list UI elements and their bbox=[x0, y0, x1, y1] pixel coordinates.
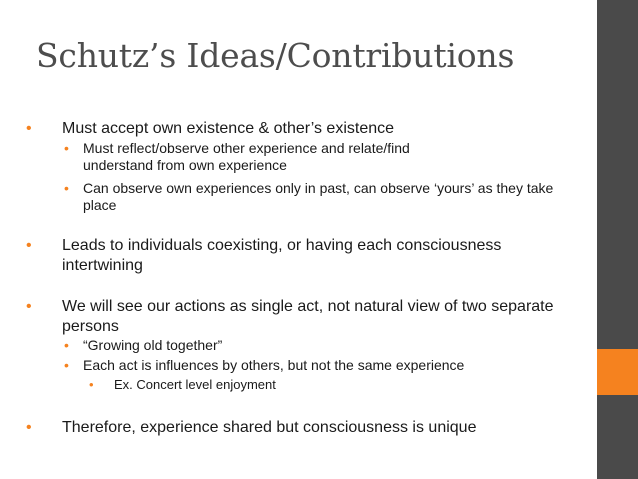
bullet-marker-icon: • bbox=[26, 237, 32, 254]
side-bar-decoration bbox=[597, 0, 638, 479]
slide-title: Schutz’s Ideas/Contributions bbox=[36, 36, 515, 75]
bullet-marker-icon: • bbox=[26, 419, 32, 436]
bullet-level2 bbox=[64, 357, 564, 374]
bullet-text: Must reflect/observe other experience and relate/find understand from own experience bbox=[83, 140, 410, 173]
bullet-marker-icon: • bbox=[64, 180, 69, 196]
bullet-marker-icon: • bbox=[26, 120, 32, 137]
side-accent-block bbox=[597, 349, 638, 395]
bullet-marker-icon: • bbox=[64, 337, 69, 353]
bullet-marker-icon: • bbox=[64, 357, 69, 373]
bullet-level2 bbox=[64, 337, 564, 354]
bullet-text: “Growing old together” bbox=[83, 337, 223, 353]
bullet-level1 bbox=[26, 119, 566, 139]
bullet-text: Ex. Concert level enjoyment bbox=[114, 377, 276, 392]
bullet-text: Can observe own experiences only in past, can observe ‘yours’ as they take place bbox=[83, 180, 554, 213]
bullet-level2 bbox=[64, 140, 480, 174]
bullet-text: Each act is influences by others, but not the same experience bbox=[83, 357, 465, 373]
bullet-marker-icon: • bbox=[89, 377, 94, 392]
bullet-marker-icon: • bbox=[64, 140, 69, 156]
bullet-level1 bbox=[26, 236, 566, 276]
bullet-level3 bbox=[89, 377, 549, 393]
bullet-text: Must accept own existence & other’s existence bbox=[62, 120, 395, 137]
bullet-text: Leads to individuals coexisting, or having each consciousness intertwining bbox=[62, 237, 502, 274]
bullet-level2 bbox=[64, 180, 564, 214]
bullet-text: Therefore, experience shared but consciousness is unique bbox=[62, 419, 477, 436]
bullet-level1 bbox=[26, 418, 566, 438]
bullet-level1 bbox=[26, 297, 566, 337]
bullet-text: We will see our actions as single act, not natural view of two separate persons bbox=[62, 298, 554, 335]
bullet-marker-icon: • bbox=[26, 298, 32, 315]
